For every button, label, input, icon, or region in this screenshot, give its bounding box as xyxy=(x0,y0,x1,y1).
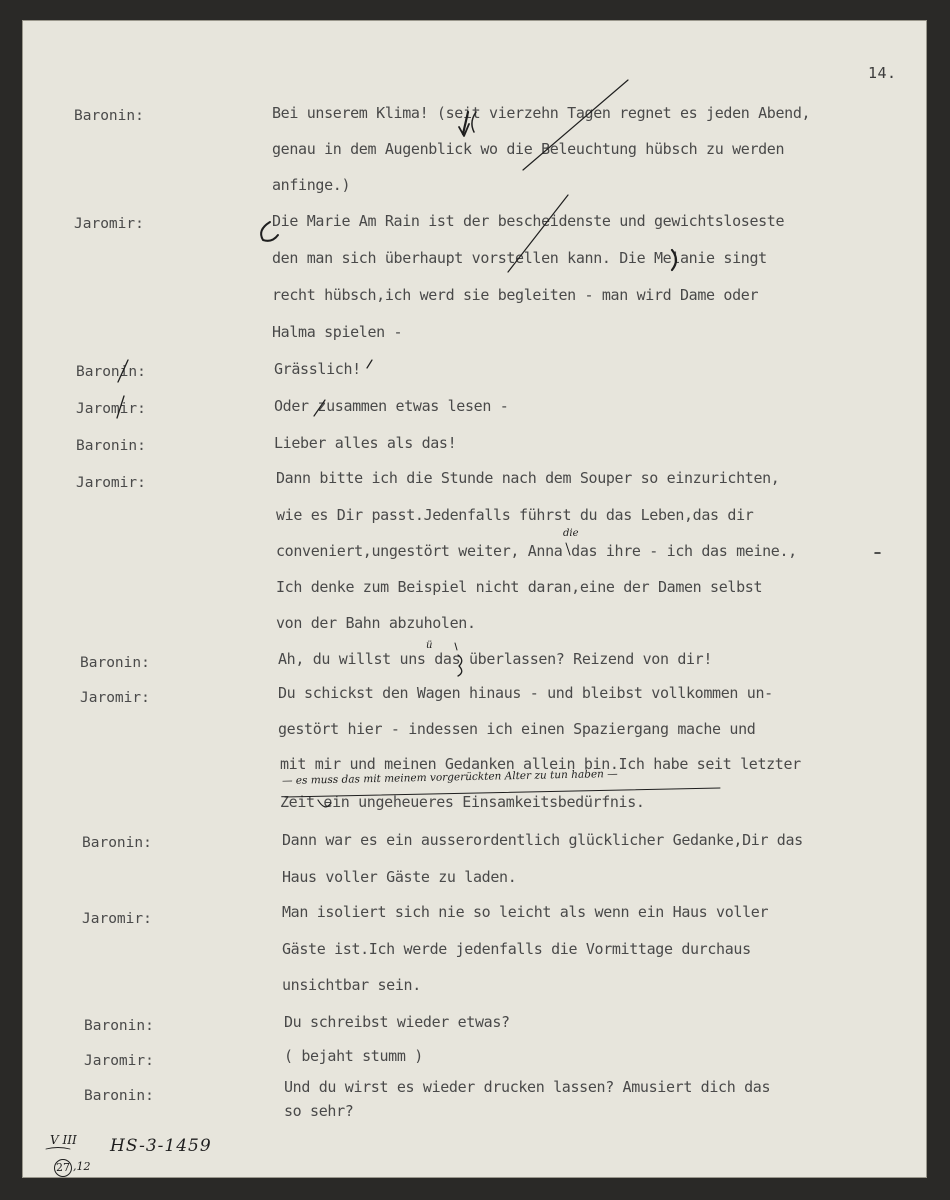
speech-line: Oder zusammen etwas lesen - xyxy=(274,397,509,415)
speech-line: Halma spielen - xyxy=(272,323,403,341)
speech-line: Man isoliert sich nie so leicht als wenn ein Haus voller xyxy=(282,903,769,921)
speech-line: Gäste ist.Ich werde jedenfalls die Vormittage durchaus xyxy=(282,940,751,958)
speech-line: Die Marie Am Rain ist der bescheidenste und gewichtsloseste xyxy=(272,212,785,230)
archive-mark-roman: V III xyxy=(50,1133,77,1147)
speaker-label: Baronin: xyxy=(76,364,146,380)
speech-line: mit mir und meinen Gedanken allein bin.Ich habe seit letzter xyxy=(280,755,801,773)
speech-line: recht hübsch,ich werd sie begleiten - man wird Dame oder xyxy=(272,286,759,304)
speech-line: Du schreibst wieder etwas? xyxy=(284,1013,510,1031)
archive-mark-sub: ,12 xyxy=(73,1160,91,1173)
speech-line: genau in dem Augenblick wo die Beleuchtung hübsch zu werden xyxy=(272,140,785,158)
speech-line: conveniert,ungestört weiter, Anna das ihre - ich das meine., xyxy=(276,542,797,560)
speaker-label: Baronin: xyxy=(84,1088,154,1104)
speaker-label: Jaromir: xyxy=(82,911,152,927)
speaker-label: Baronin: xyxy=(82,835,152,851)
speaker-label: Jaromir: xyxy=(74,216,144,232)
speech-line: Grässlich! xyxy=(274,360,361,378)
speech-line: Ah, du willst uns das überlassen? Reizend von dir! xyxy=(278,650,713,668)
speech-line: Bei unserem Klima! (seit vierzehn Tagen regnet es jeden Abend, xyxy=(272,104,811,122)
speech-line: Dann bitte ich die Stunde nach dem Souper so einzurichten, xyxy=(276,469,780,487)
speaker-label: Baronin: xyxy=(76,438,146,454)
speech-line: so sehr? xyxy=(284,1102,354,1120)
speaker-label: Jaromir: xyxy=(80,690,150,706)
speech-line: ( bejaht stumm ) xyxy=(284,1047,423,1065)
speaker-label: Baronin: xyxy=(80,655,150,671)
archive-mark-circled: 27 xyxy=(54,1159,72,1177)
handwritten-insert-line: — es muss das mit meinem vorgerückten Alter zu tun haben — xyxy=(281,767,618,787)
speech-line: Zeit ein ungeheueres Einsamkeitsbedürfnis. xyxy=(280,793,645,811)
speech-line: von der Bahn abzuholen. xyxy=(276,614,476,632)
manuscript-page xyxy=(22,20,927,1178)
handwritten-umlaut: ü xyxy=(426,640,433,651)
speech-line: den man sich überhaupt vorstellen kann. Die Melanie singt xyxy=(272,249,767,267)
shelfmark-handwritten: HS-3-1459 xyxy=(110,1136,212,1156)
speech-line: wie es Dir passt.Jedenfalls führst du das Leben,das dir xyxy=(276,506,754,524)
speaker-label: Jaromir: xyxy=(76,401,146,417)
speech-line: unsichtbar sein. xyxy=(282,976,421,994)
speech-line: Ich denke zum Beispiel nicht daran,eine der Damen selbst xyxy=(276,578,763,596)
speaker-label: Jaromir: xyxy=(84,1053,154,1069)
speech-line: Du schickst den Wagen hinaus - und bleibst vollkommen un- xyxy=(278,684,773,702)
speaker-label: Jaromir: xyxy=(76,475,146,491)
speech-line: Und du wirst es wieder drucken lassen? Amusiert dich das xyxy=(284,1078,771,1096)
speech-line: Dann war es ein ausserordentlich glücklicher Gedanke,Dir das xyxy=(282,831,803,849)
speech-line: gestört hier - indessen ich einen Spaziergang mache und xyxy=(278,720,756,738)
speech-line: Lieber alles als das! xyxy=(274,434,457,452)
page-number: 14. xyxy=(868,64,897,82)
speech-line: anfinge.) xyxy=(272,176,351,194)
speaker-label: Baronin: xyxy=(74,108,144,124)
speaker-label: Baronin: xyxy=(84,1018,154,1034)
speech-line: Haus voller Gäste zu laden. xyxy=(282,868,517,886)
handwritten-insert-die: die xyxy=(563,528,579,539)
